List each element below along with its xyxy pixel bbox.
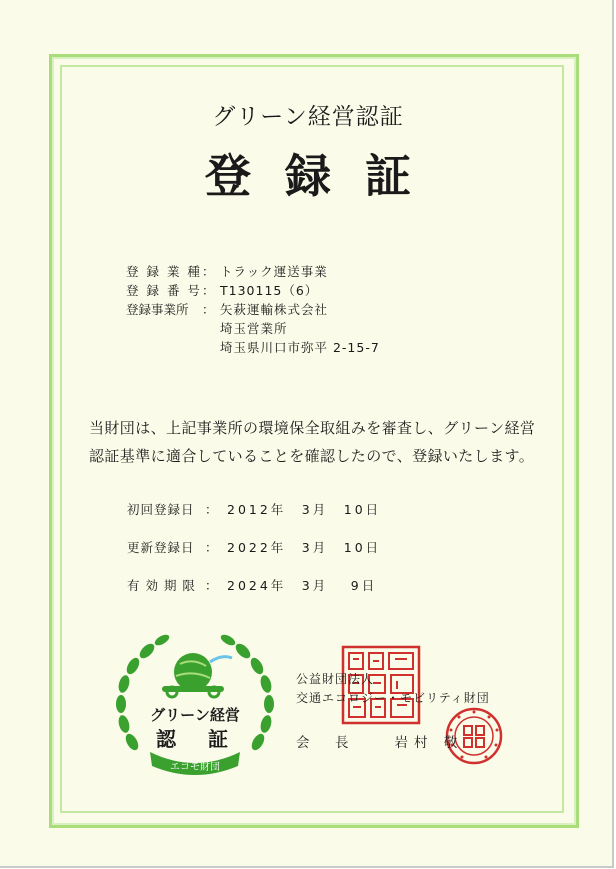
issuer-org-name: 交通エコロジー・モビリティ財団	[296, 691, 490, 705]
company-name: 矢萩運輸株式会社	[220, 302, 329, 317]
business-type-label: 登 録 業 種	[126, 264, 202, 279]
colon: ：	[202, 283, 215, 298]
initial-date-row	[127, 500, 381, 538]
statement-line-1: 当財団は、上記事業所の環境保全取組みを審査し、グリーン経営	[89, 419, 536, 437]
colon: ：	[205, 540, 218, 555]
expiry-date-label: 有 効 期 限	[127, 578, 196, 593]
renewal-date-label: 更新登録日	[127, 540, 195, 555]
colon: ：	[202, 264, 215, 279]
colon: ：	[205, 578, 218, 593]
renewal-date-value: 2022年 3月 10日	[227, 540, 382, 555]
chairman-title: 会 長	[296, 735, 355, 751]
certificate-title: 登録証	[205, 149, 445, 203]
green-management-logo-icon	[110, 632, 280, 782]
registration-info	[126, 262, 380, 357]
office-name: 埼玉営業所	[220, 321, 288, 336]
date-table	[127, 500, 381, 614]
registration-number-row	[126, 281, 380, 300]
certificate-subtitle: グリーン経営認証	[212, 104, 404, 130]
office-label: 登録事業所	[126, 302, 189, 317]
office-address: 埼玉県川口市弥平 2-15-7	[220, 340, 380, 355]
logo-text-line1: グリーン経営	[150, 706, 240, 724]
office-row-3	[126, 338, 380, 357]
chairman-name: 岩村 敬	[394, 735, 464, 751]
office-row-2	[126, 319, 380, 338]
expiry-date-value: 2024年 3月 9日	[227, 578, 378, 593]
issuer-org-type: 公益財団法人	[296, 672, 375, 686]
business-type-row	[126, 262, 380, 281]
business-type-value: トラック運送事業	[220, 264, 328, 279]
logo-ribbon-text: エコモ財団	[170, 762, 220, 773]
expiry-date-row	[127, 576, 381, 614]
colon: ：	[205, 502, 218, 517]
registration-number-label: 登 録 番 号	[126, 283, 202, 298]
logo-text-line2: 認 証	[156, 727, 234, 751]
certification-statement	[89, 414, 549, 470]
office-row	[126, 300, 380, 319]
statement-line-2: 認証基準に適合していることを確認したので、登録いたします。	[89, 447, 535, 465]
initial-date-value: 2012年 3月 10日	[227, 502, 382, 517]
initial-date-label: 初回登録日	[127, 502, 195, 517]
chairman-row	[296, 734, 490, 753]
issuer-block	[296, 670, 490, 753]
registration-number-value: T130115（6）	[220, 283, 319, 298]
renewal-date-row	[127, 538, 381, 576]
colon: ：	[202, 302, 215, 317]
